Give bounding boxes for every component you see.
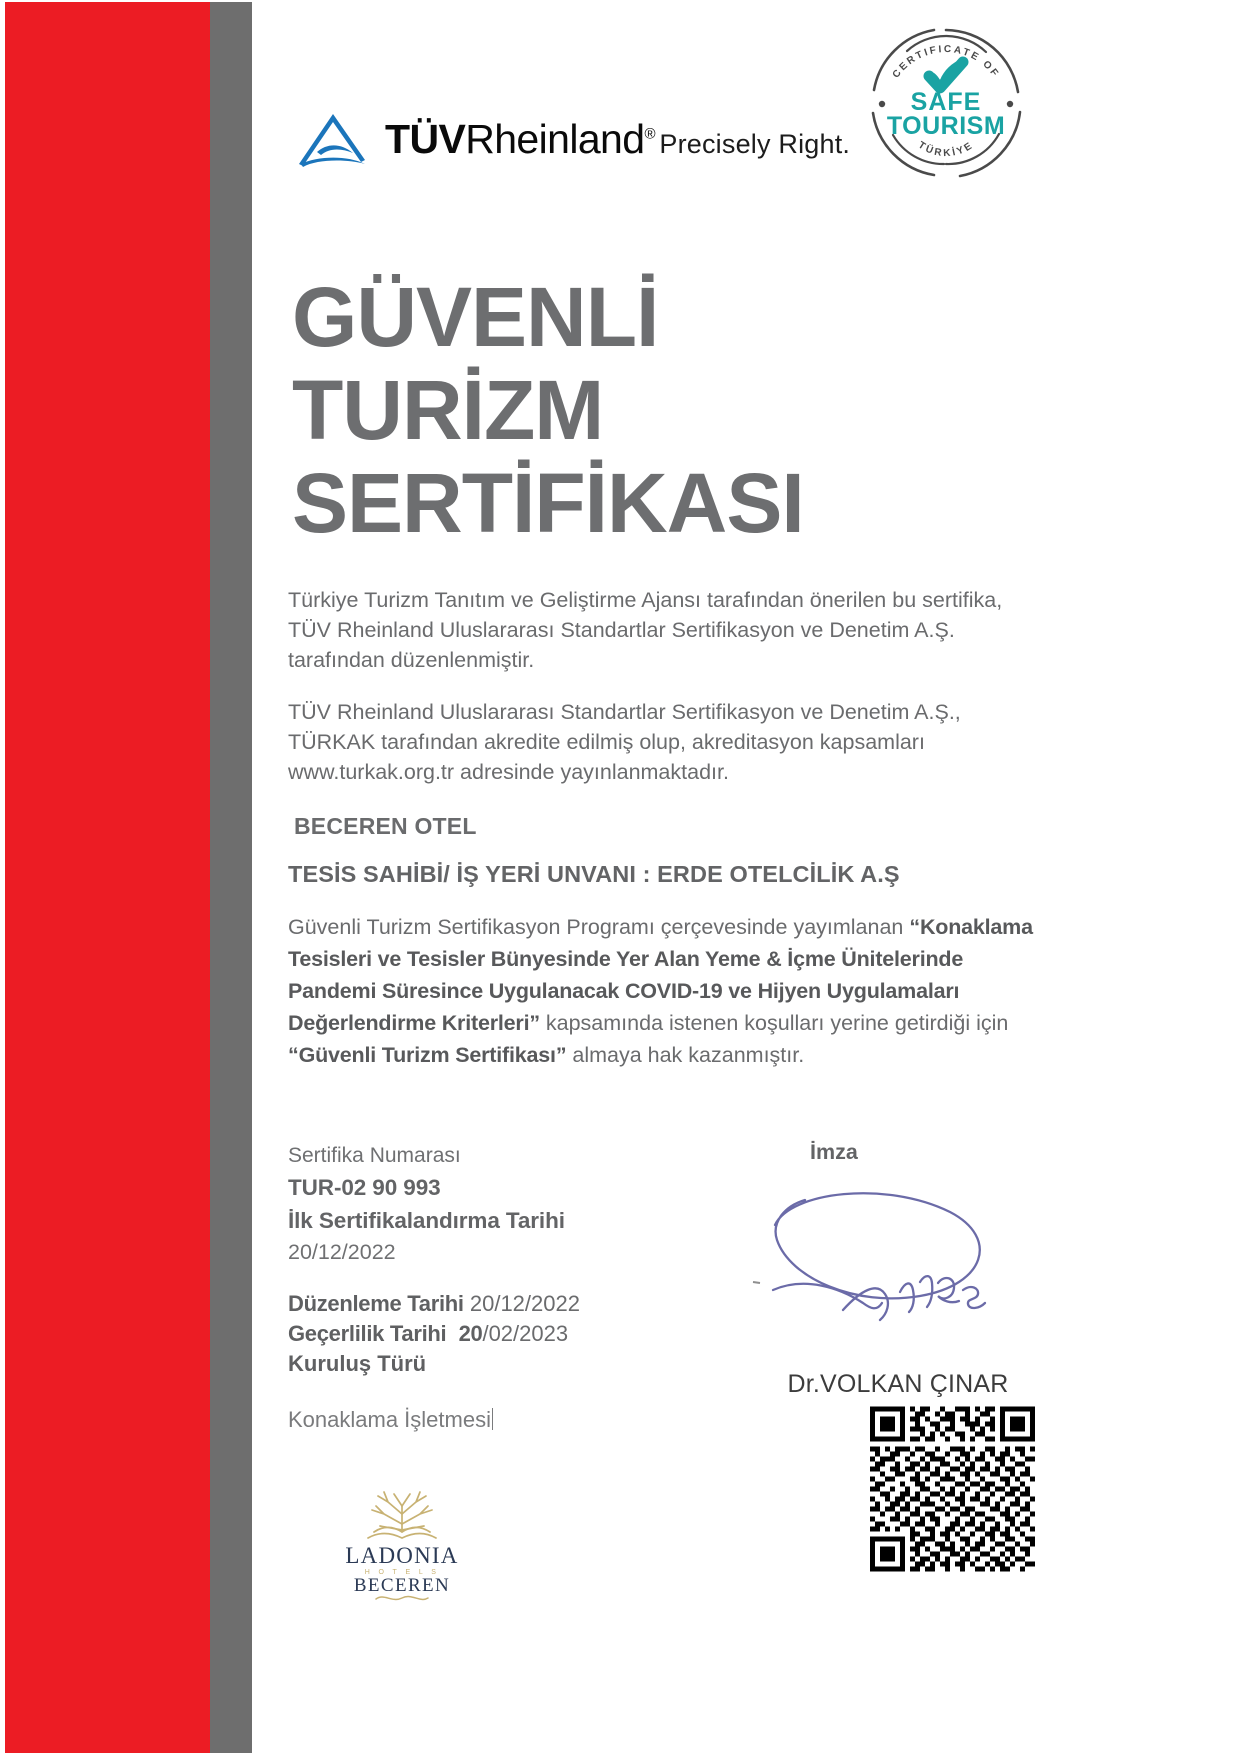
qr-code-icon[interactable] [870, 1405, 1035, 1573]
title-line-3: SERTİFİKASI [292, 456, 804, 550]
organization-type-text: Konaklama İşletmesi [288, 1407, 491, 1432]
tuv-wordmark [385, 116, 655, 162]
verification-qr-code[interactable] [870, 1405, 1035, 1573]
svg-text:H O T E L S: H O T E L S [364, 1569, 440, 1576]
certificate-number-value: TUR-02 90 993 [288, 1175, 441, 1200]
tuv-name-light: Rheinland [465, 115, 645, 162]
svg-text:BECEREN: BECEREN [353, 1575, 451, 1596]
tuv-name-bold: TÜV [385, 115, 466, 162]
intro-paragraph-1: Türkiye Turizm Tanıtım ve Geliştirme Ajansı tarafından önerilen bu sertifika, TÜV Rheinland Uluslararası Standartlar Sertifikasyon ve Denetim A.Ş. tarafından düzenlenmiştir. [288, 588, 1003, 672]
signature-label: İmza [810, 1140, 858, 1164]
facility-name: BECEREN OTEL [294, 813, 477, 839]
validity-date-label: Geçerlilik Tarihi [288, 1321, 447, 1346]
statement-tail: almaya hak kazanmıştır. [566, 1043, 805, 1067]
validity-date-value-rest: /02/2023 [482, 1321, 569, 1346]
title-line-2: TURİZM [292, 363, 604, 457]
certificate-dates-block [288, 1289, 718, 1379]
organization-type-label: Kuruluş Türü [288, 1351, 427, 1376]
ladonia-tree-logo [322, 1480, 482, 1605]
statement-criteria: Konaklama Tesisleri ve Tesisler Bünyesinde Yer Alan Yeme & İçme Ünitelerinde Pandemi Süresince Uygulanacak COVID-19 ve Hijyen Uygulamaları Değerlendirme Kriterleri [288, 915, 1033, 1035]
facility-owner-line: TESİS SAHİBİ/ İŞ YERİ UNVANI : ERDE OTELCİLİK A.Ş [288, 861, 900, 887]
tuv-tagline: Precisely Right. [659, 128, 851, 159]
svg-text:TÜRKİYE: TÜRKİYE [916, 139, 976, 160]
intro-paragraph-2: TÜV Rheinland Uluslararası Standartlar Sertifikasyon ve Denetim A.Ş., TÜRKAK tarafından akredite edilmiş olup, akreditasyon kapsamları www.turkak.org.tr adresinde yayınlanmaktadır. [288, 700, 961, 784]
validity-date-row [288, 1319, 718, 1349]
signature-icon [735, 1170, 1025, 1330]
statement-cert-open: “ [288, 1043, 299, 1067]
svg-text:LADONIA: LADONIA [345, 1543, 459, 1568]
tuv-rheinland-logo [295, 112, 850, 168]
red-side-bar [5, 2, 210, 1753]
statement-quote-close: ” [529, 1011, 540, 1035]
ladonia-logo-icon [322, 1480, 482, 1605]
statement-cert-close: ” [555, 1043, 567, 1067]
statement-middle: kapsamında istenen koşulları yerine getirdiği için [539, 1011, 1009, 1035]
statement-quote-open: “ [909, 915, 920, 939]
registered-mark: ® [644, 125, 655, 142]
validity-date-value-bold: 20 [458, 1321, 483, 1346]
page-title [292, 271, 1012, 550]
statement-lead: Güvenli Turizm Sertifikasyon Programı çerçevesinde yayımlanan [288, 915, 904, 939]
certificate-body [288, 585, 1048, 1071]
first-certification-label: İlk Sertifikalandırma Tarihi [288, 1208, 565, 1233]
signer-name: Dr.VOLKAN ÇINAR [787, 1370, 1009, 1398]
svg-text:SAFE: SAFE [910, 88, 982, 116]
organization-type-value [288, 1405, 493, 1435]
certificate-number-label: Sertifika Numarası [288, 1144, 461, 1167]
tuv-triangle-icon [295, 112, 371, 168]
certificate-info-block [288, 1140, 718, 1268]
statement-cert-name: Güvenli Turizm Sertifikası [298, 1043, 556, 1067]
svg-text:TOURISM: TOURISM [886, 112, 1006, 140]
safe-tourism-seal-icon [860, 18, 1032, 186]
issue-date-value: 20/12/2022 [469, 1291, 580, 1316]
issue-date-label: Düzenleme Tarihi [288, 1291, 464, 1316]
safe-tourism-seal [860, 18, 1032, 186]
statement-paragraph [288, 911, 1048, 1071]
svg-text:CERTIFICATE OF: CERTIFICATE OF [890, 43, 1002, 81]
title-line-1: GÜVENLİ [292, 270, 659, 364]
text-caret [492, 1408, 493, 1430]
issue-date-row [288, 1289, 718, 1319]
first-certification-value: 20/12/2022 [288, 1240, 396, 1264]
gray-side-bar [210, 2, 252, 1753]
handwritten-signature [735, 1170, 1025, 1330]
